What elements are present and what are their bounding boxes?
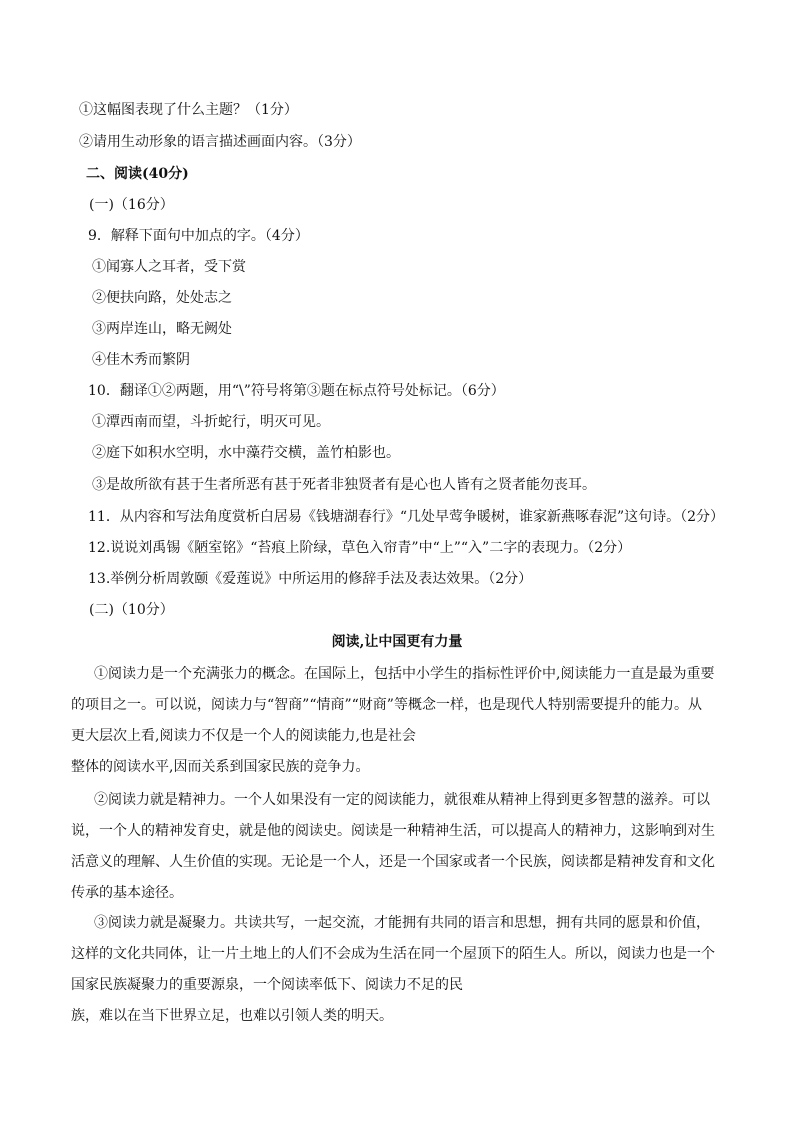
article-line: 活意义的理解、人生价值的实现。无论是一个人，还是一个国家或者一个民族，阅读都是精神发育和文化 — [71, 854, 715, 870]
article-line: ①阅读力是一个充满张力的概念。在国际上，包括中小学生的指标性评价中,阅读能力一直是最为重要 — [94, 666, 715, 682]
question-theme: ①这幅图表现了什么主题？（1分） — [79, 102, 298, 118]
article-line: ②阅读力就是精神力。一个人如果没有一定的阅读能力，就很难从精神上得到更多智慧的滋养。可以 — [94, 792, 710, 808]
article-line: 更大层次上看,阅读力不仅是一个人的阅读能力,也是社会 — [71, 728, 416, 744]
section-heading: 二、阅读(40分) — [86, 166, 189, 182]
q10-item: ②庭下如积水空明，水中藻荇交横，盖竹柏影也。 — [92, 445, 400, 461]
q9-item: ③两岸连山，略无阙处 — [92, 321, 232, 337]
article-title: 阅读,让中国更有力量 — [331, 634, 463, 650]
question-13: 13.举例分析周敦颐《爱莲说》中所运用的修辞手法及表达效果。（2分） — [88, 571, 533, 587]
question-10: 10．翻译①②两题，用“\”符号将第③题在标点符号处标记。（6分） — [88, 383, 505, 399]
article-line: 的项目之一。可以说，阅读力与“智商”“情商”“财商”等概念一样，也是现代人特别需要提升的能力。从 — [71, 697, 702, 713]
q9-item: ①闻寡人之耳者，受下赏 — [92, 259, 246, 275]
article-line: 国家民族凝聚力的重要源泉，一个阅读率低下、阅读力不足的民 — [71, 977, 463, 993]
article-line: 族，难以在当下世界立足，也难以引领人类的明天。 — [71, 1008, 393, 1024]
article-line: 传承的基本途径。 — [71, 885, 183, 901]
question-12: 12.说说刘禹锡《陋室铭》“苔痕上阶绿，草色入帘青”中“上”“入”二字的表现力。（2分） — [88, 540, 632, 556]
q10-item: ①潭西南而望，斗折蛇行，明灭可见。 — [92, 414, 330, 430]
q9-item: ④佳木秀而繁阴 — [92, 352, 190, 368]
part-heading-1: (一)（16分） — [89, 197, 174, 213]
question-describe: ②请用生动形象的语言描述画面内容。（3分） — [79, 134, 361, 150]
article-line: ③阅读力就是凝聚力。共读共写，一起交流，才能拥有共同的语言和思想，拥有共同的愿景和价值， — [94, 915, 710, 931]
article-line: 这样的文化共同体，让一片土地上的人们不会成为生活在同一个屋顶下的陌生人。所以，阅读力也是一个 — [71, 946, 715, 962]
part-heading-2: (二)（10分） — [89, 602, 174, 618]
question-9: 9．解释下面句中加点的字。（4分） — [88, 228, 309, 244]
q10-item: ③是故所欲有甚于生者所恶有甚于死者非独贤者有是心也人皆有之贤者能勿丧耳。 — [92, 477, 596, 493]
article-line: 说，一个人的精神发育史，就是他的阅读史。阅读是一种精神生活，可以提高人的精神力，这影响到对生 — [71, 823, 715, 839]
article-line: 整体的阅读水平,因而关系到国家民族的竞争力。 — [71, 759, 370, 775]
q9-item: ②便扶向路，处处志之 — [92, 290, 232, 306]
question-11: 11．从内容和写法角度赏析白居易《钱塘湖春行》“几处早莺争暖树，谁家新燕啄春泥”这句诗。（2分） — [88, 509, 725, 525]
